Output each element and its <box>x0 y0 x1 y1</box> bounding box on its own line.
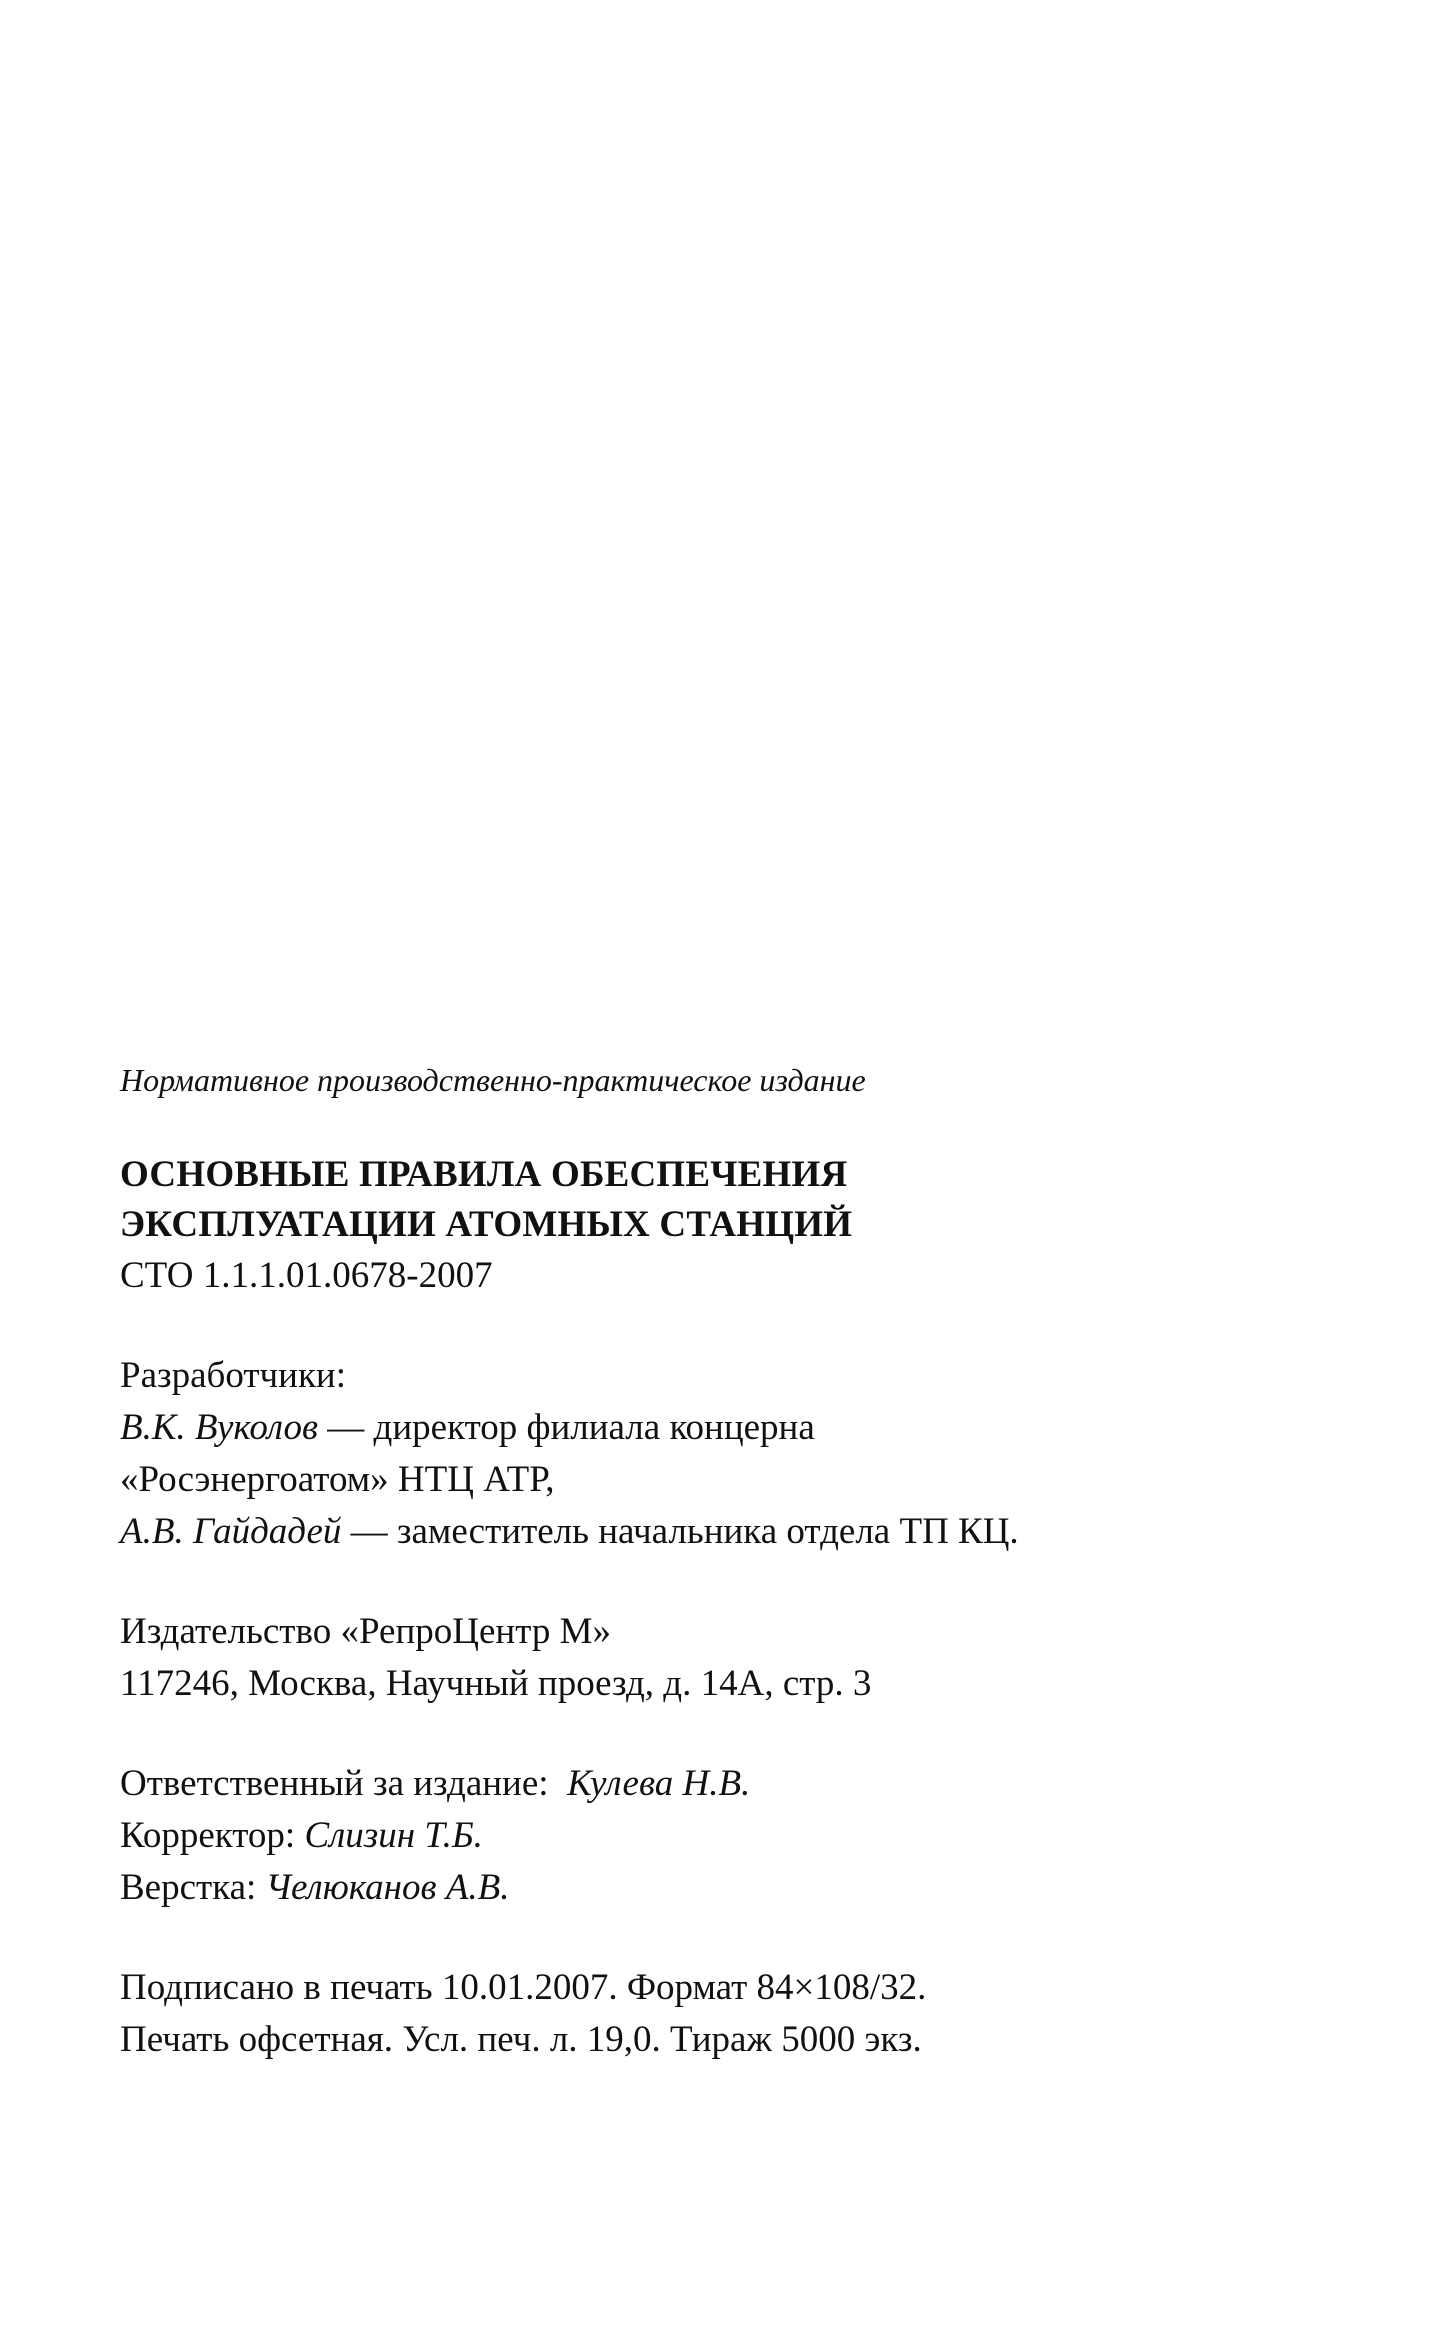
publisher-address: 117246, Москва, Научный проезд, д. 14А, стр. 3 <box>120 1663 872 1704</box>
developers-heading: Разработчики: <box>120 1355 347 1396</box>
spacer <box>120 1302 1320 1350</box>
developer-2-role: — заместитель начальника отдела ТП КЦ. <box>341 1511 1019 1552</box>
layout-designer <box>120 1862 1320 1914</box>
spacer <box>120 1558 1320 1606</box>
corrector <box>120 1810 1320 1862</box>
print-info-line-1: Подписано в печать 10.01.2007. Формат 84×108/32. <box>120 1967 927 2008</box>
spacer <box>120 1914 1320 1962</box>
responsible-name: Кулева Н.В. <box>567 1763 751 1804</box>
corrector-name: Слизин Т.Б. <box>304 1815 483 1856</box>
title-line-2: ЭКСПЛУАТАЦИИ АТОМНЫХ СТАНЦИЙ <box>120 1204 853 1245</box>
developer-2-name: А.В. Гайдадей <box>120 1511 342 1552</box>
developer-1-org: «Росэнергоатом» НТЦ АТР, <box>120 1459 555 1500</box>
responsible-label: Ответственный за издание: <box>120 1763 568 1804</box>
developer-1-name: В.К. Вуколов <box>120 1407 319 1448</box>
layout-label: Верстка: <box>120 1867 266 1908</box>
responsible-editor <box>120 1758 1320 1810</box>
developer-1 <box>120 1402 1320 1454</box>
layout-name: Челюканов А.В. <box>265 1867 510 1908</box>
publisher-name: Издательство «РепроЦентр М» <box>120 1611 611 1652</box>
edition-type: Нормативное производственно-практическое издание <box>120 1062 866 1098</box>
developer-1-role: — директор филиала концерна <box>318 1407 815 1448</box>
corrector-label: Корректор: <box>120 1815 305 1856</box>
standard-code: СТО 1.1.1.01.0678-2007 <box>120 1255 493 1296</box>
print-info-line-2: Печать офсетная. Усл. печ. л. 19,0. Тираж 5000 экз. <box>120 2019 922 2060</box>
title-line-1: ОСНОВНЫЕ ПРАВИЛА ОБЕСПЕЧЕНИЯ <box>120 1154 848 1195</box>
colophon <box>120 1058 1320 2066</box>
developer-2 <box>120 1506 1320 1558</box>
spacer <box>120 1710 1320 1758</box>
